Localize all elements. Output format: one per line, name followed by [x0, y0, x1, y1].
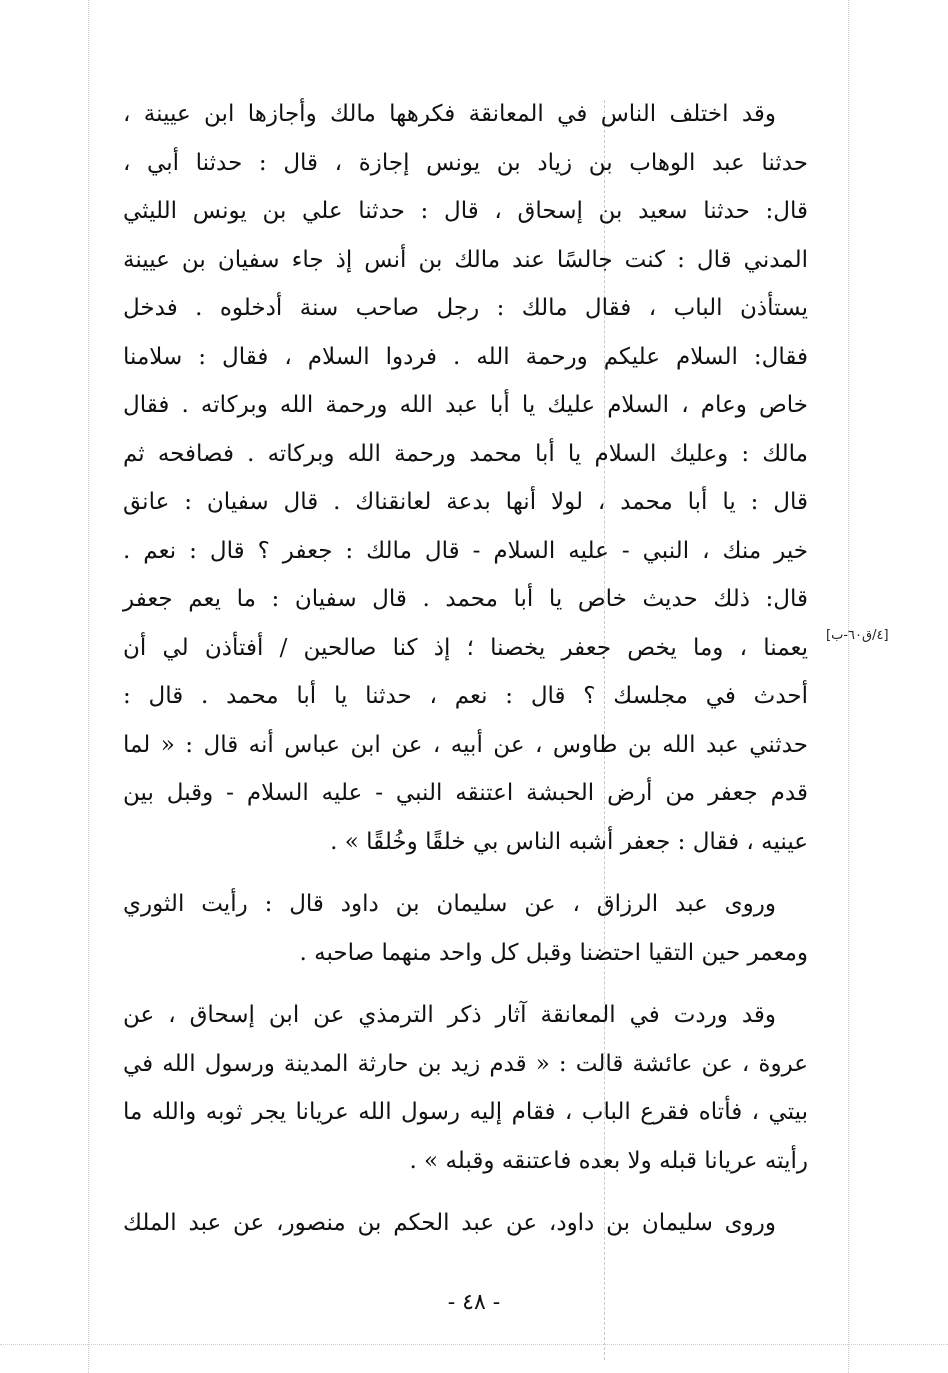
text-line: مالك : وعليك السلام يا أبا محمد ورحمة الله وبركاته . فصافحه ثم: [123, 440, 808, 467]
manuscript-folio-note: [٤/ق٦٠-ب]: [826, 628, 889, 643]
scan-fold-line-right: [848, 0, 849, 1373]
text-line: حدثنا عبد الوهاب بن زياد بن يونس إجازة ، قال : حدثنا أبي ،: [123, 149, 808, 176]
paragraph-1: [123, 90, 808, 866]
text-line: وقد اختلف الناس في المعانقة فكرهها مالك وأجازها ابن عيينة ،: [123, 101, 776, 127]
text-line: قدم جعفر من أرض الحبشة اعتنقه النبي - عليه السلام - وقبل بين: [123, 780, 808, 806]
text-line: حدثني عبد الله بن طاوس ، عن أبيه ، عن ابن عباس أنه قال : « لما: [123, 731, 808, 758]
text-line: ومعمر حين التقيا احتضنا وقبل كل واحد منهما صاحبه .: [299, 939, 808, 966]
page-body: [123, 90, 808, 1262]
paragraph-3: [123, 991, 808, 1185]
text-line: خاص وعام ، السلام عليك يا أبا عبد الله ورحمة الله وبركاته . فقال: [123, 392, 808, 418]
text-line: قال: حدثنا سعيد بن إسحاق ، قال : حدثنا علي بن يونس الليثي: [123, 198, 808, 224]
text-line: عينيه ، فقال : جعفر أشبه الناس بي خلقًا وخُلقًا » .: [330, 828, 808, 855]
page-number: - ٤٨ -: [447, 1290, 501, 1315]
text-line: أحدث في مجلسك ؟ قال : نعم ، حدثنا يا أبا محمد . قال :: [123, 683, 808, 709]
scan-fold-line-bottom: [0, 1344, 948, 1345]
text-line: وقد وردت في المعانقة آثار ذكر الترمذي عن ابن إسحاق ، عن: [123, 1002, 776, 1028]
paragraph-2: [123, 880, 808, 977]
text-line: بيتي ، فأتاه فقرع الباب ، فقام إليه رسول الله عريانا يجر ثوبه والله ما: [123, 1099, 808, 1125]
text-line: وروى سليمان بن داود، عن عبد الحكم بن منصور، عن عبد الملك: [123, 1210, 776, 1236]
text-line: فقال: السلام عليكم ورحمة الله . فردوا السلام ، فقال : سلامنا: [123, 343, 808, 370]
text-line: يستأذن الباب ، فقال مالك : رجل صاحب سنة أدخلوه . فدخل: [123, 295, 808, 321]
text-line: يعمنا ، وما يخص جعفر يخصنا ؛ إذ كنا صالحين / أفتأذن لي أن: [123, 634, 808, 661]
text-line: رأيته عريانا قبله ولا بعده فاعتنقه وقبله » .: [409, 1147, 808, 1174]
paragraph-4: [123, 1199, 808, 1248]
text-line: عروة ، عن عائشة قالت : « قدم زيد بن حارثة المدينة ورسول الله في: [123, 1050, 808, 1077]
text-line: وروى عبد الرزاق ، عن سليمان بن داود قال : رأيت الثوري: [123, 891, 776, 917]
text-line: خير منك ، النبي - عليه السلام - قال مالك : جعفر ؟ قال : نعم .: [123, 537, 808, 564]
text-line: قال : يا أبا محمد ، لولا أنها بدعة لعانقناك . قال سفيان : عانق: [123, 489, 808, 515]
scan-fold-line-left: [88, 0, 89, 1373]
text-line: قال: ذلك حديث خاص يا أبا محمد . قال سفيان : ما يعم جعفر: [123, 586, 808, 612]
text-line: المدني قال : كنت جالسًا عند مالك بن أنس إذ جاء سفيان بن عيينة: [123, 246, 808, 273]
